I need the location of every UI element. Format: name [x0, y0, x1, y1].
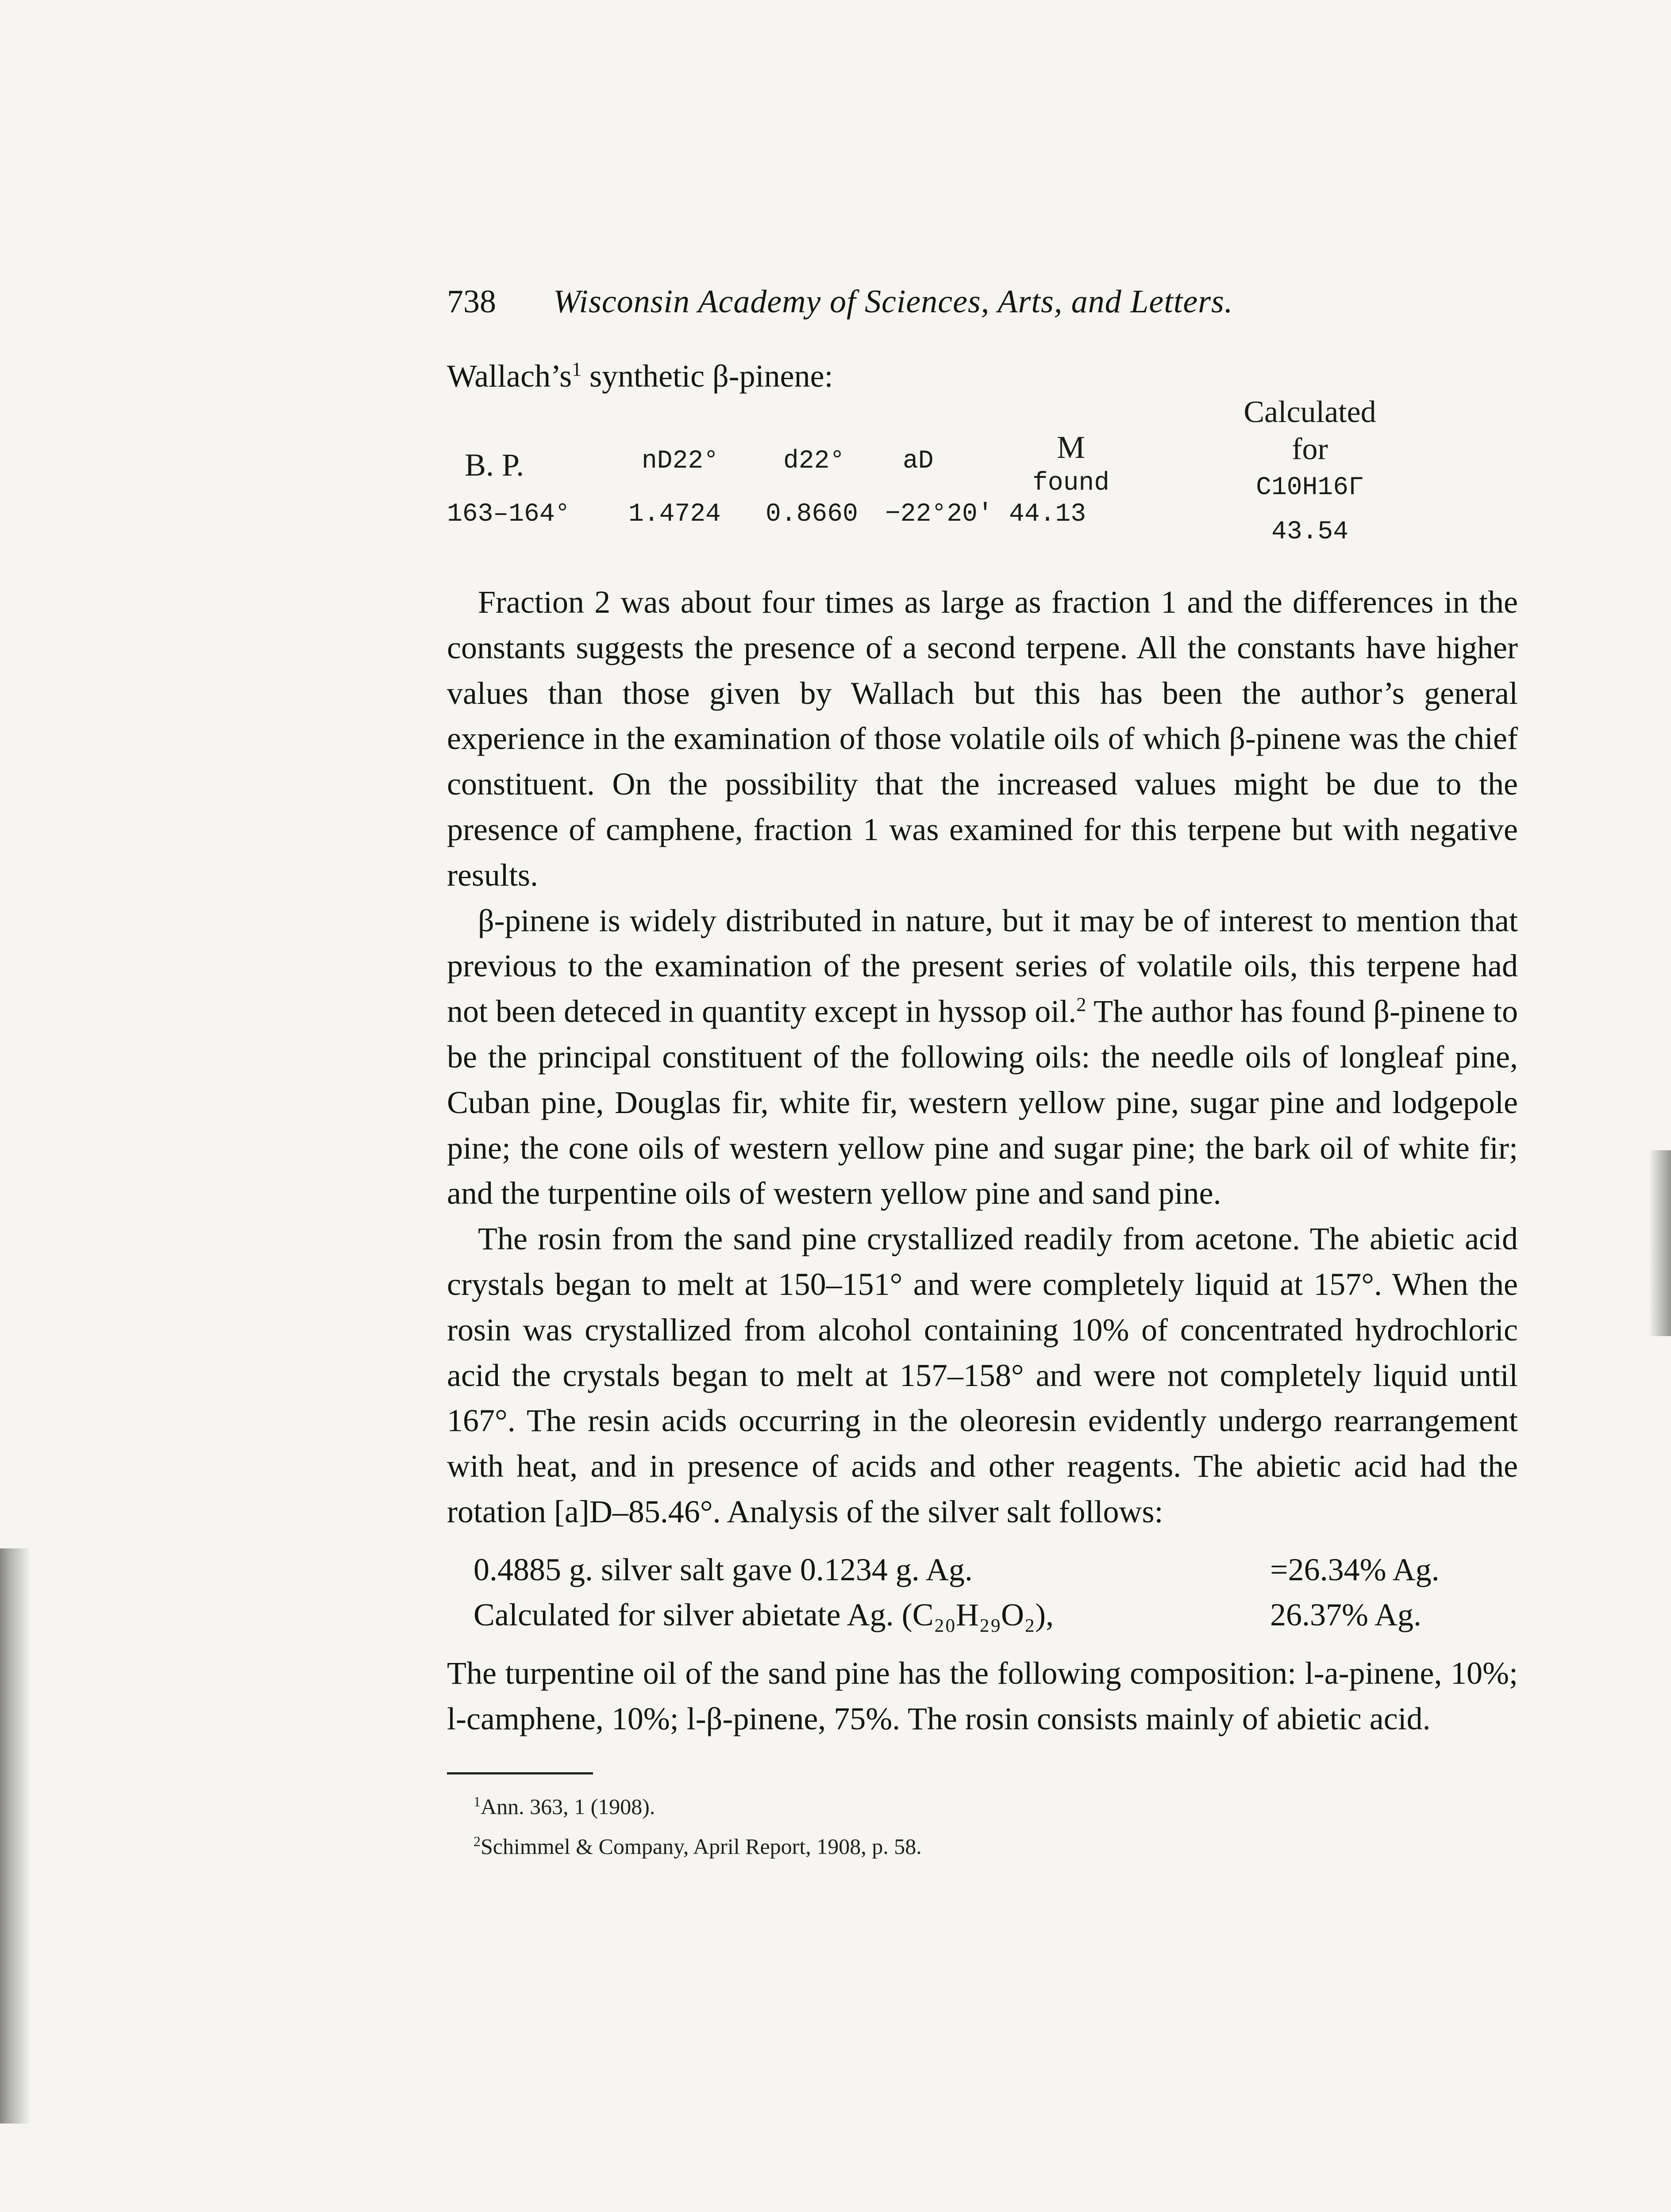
constants-table: [447, 394, 1518, 566]
header-rotation: aD: [903, 447, 934, 476]
header-density: d22°: [783, 447, 845, 476]
page-content: [447, 283, 1518, 1864]
paragraph-3: The rosin from the sand pine crystallized readily from acetone. The abietic acid crystals began to melt at 150–151° and were completely liquid at 157°. When the rosin was crystallized from alcohol containing 10% of concentrated hydrochloric acid the crystals began to melt at 157–158° and were not completely liquid until 167°. The resin acids occurring in the oleoresin evidently undergo rearrangement with heat, and in presence of acids and other reagents. The abietic acid had the rotation [a]D–85.46°. Analysis of the silver salt follows:: [447, 1221, 1518, 1529]
footnote-2-mark: 2: [474, 1833, 481, 1849]
scan-edge-right: [1649, 1150, 1671, 1336]
journal-title: Wisconsin Academy of Sciences, Arts, and Letters.: [553, 284, 1233, 320]
footnote-2: [474, 1824, 1518, 1864]
paragraph-4: The turpentine oil of the sand pine has the following composition: l-a-pinene, 10%; l-camphene, 10%; l-β-pinene, 75%. The rosin consists mainly of abietic acid.: [447, 1655, 1518, 1736]
silver-salt-analysis: [447, 1547, 1518, 1637]
header-for: for: [1292, 432, 1328, 466]
footnote-ref-2[interactable]: 2: [1076, 994, 1086, 1016]
running-head: [447, 283, 1518, 332]
paragraph-2-text-a: β-pinene is widely distributed in nature, but it may be of interest to mention that previous to the examination of the present series of volatile oils, this terpene had not been deteced in quantity except in hyssop oil.: [447, 902, 1518, 1029]
analysis-found-value: =26.34% Ag.: [1270, 1551, 1440, 1587]
value-m-found: 44.13: [1009, 500, 1086, 529]
footnote-2-text: Schimmel & Company, April Report, 1908, p. 58.: [481, 1834, 922, 1859]
intro-line: [447, 345, 1518, 394]
analysis-found-label: 0.4885 g. silver salt gave 0.1234 g. Ag.: [474, 1551, 973, 1587]
analysis-row-found: [447, 1547, 1518, 1592]
paragraph-2-text-b: The author has found β-pinene to be the principal constituent of the following oils: the needle oils of longleaf pine, Cuban pine, Douglas fir, white fir, western yellow pine, sugar pine and lodgepole pine; the cone oils of western yellow pine and sugar pine; the bark oil of white fir; and the turpentine oils of western yellow pine and sand pine.: [447, 994, 1518, 1211]
value-refractive-index: 1.4724: [628, 500, 721, 529]
footnotes: [447, 1784, 1518, 1863]
value-calculated: 43.54: [1271, 518, 1349, 546]
header-m: M: [1056, 430, 1086, 465]
analysis-calculated-label: Calculated for silver abietate Ag. (C₂₀H₂₉O₂),: [474, 1597, 1054, 1632]
footnote-divider: [447, 1772, 593, 1774]
header-bp: B. P.: [465, 447, 524, 483]
footnote-1-text: Ann. 363, 1 (1908).: [481, 1794, 655, 1819]
intro-text-before: Wallach’s: [447, 358, 572, 394]
intro-text-after: synthetic β-pinene:: [581, 358, 833, 394]
footnote-1: [474, 1784, 1518, 1824]
paragraph-1: Fraction 2 was about four times as large as fraction 1 and the differences in the constants suggests the presence of a second terpene. All the constants have higher values than those given by Wallach but this has been the author’s general experience in the examination of those volatile oils of which β-pinene was the chief constituent. On the possibility that the increased values might be due to the presence of camphene, fraction 1 was examined for this terpene but with negative results.: [447, 584, 1518, 893]
page-number: 738: [447, 284, 496, 320]
scan-edge-left: [0, 1548, 31, 2124]
header-refractive-index: nD22°: [642, 447, 719, 476]
header-calculated: Calculated: [1244, 395, 1376, 429]
analysis-row-calculated: [447, 1592, 1518, 1637]
paragraph-2: [447, 898, 1518, 1217]
analysis-calculated-value: 26.37% Ag.: [1270, 1597, 1421, 1632]
footnote-ref-1[interactable]: 1: [572, 358, 582, 380]
value-density: 0.8660: [766, 500, 858, 529]
value-bp: 163–164°: [447, 500, 570, 529]
header-found: found: [1032, 469, 1110, 498]
header-formula: C10H16Γ: [1256, 473, 1364, 502]
footnote-1-mark: 1: [474, 1793, 481, 1810]
value-rotation: −22°20′: [885, 500, 993, 529]
